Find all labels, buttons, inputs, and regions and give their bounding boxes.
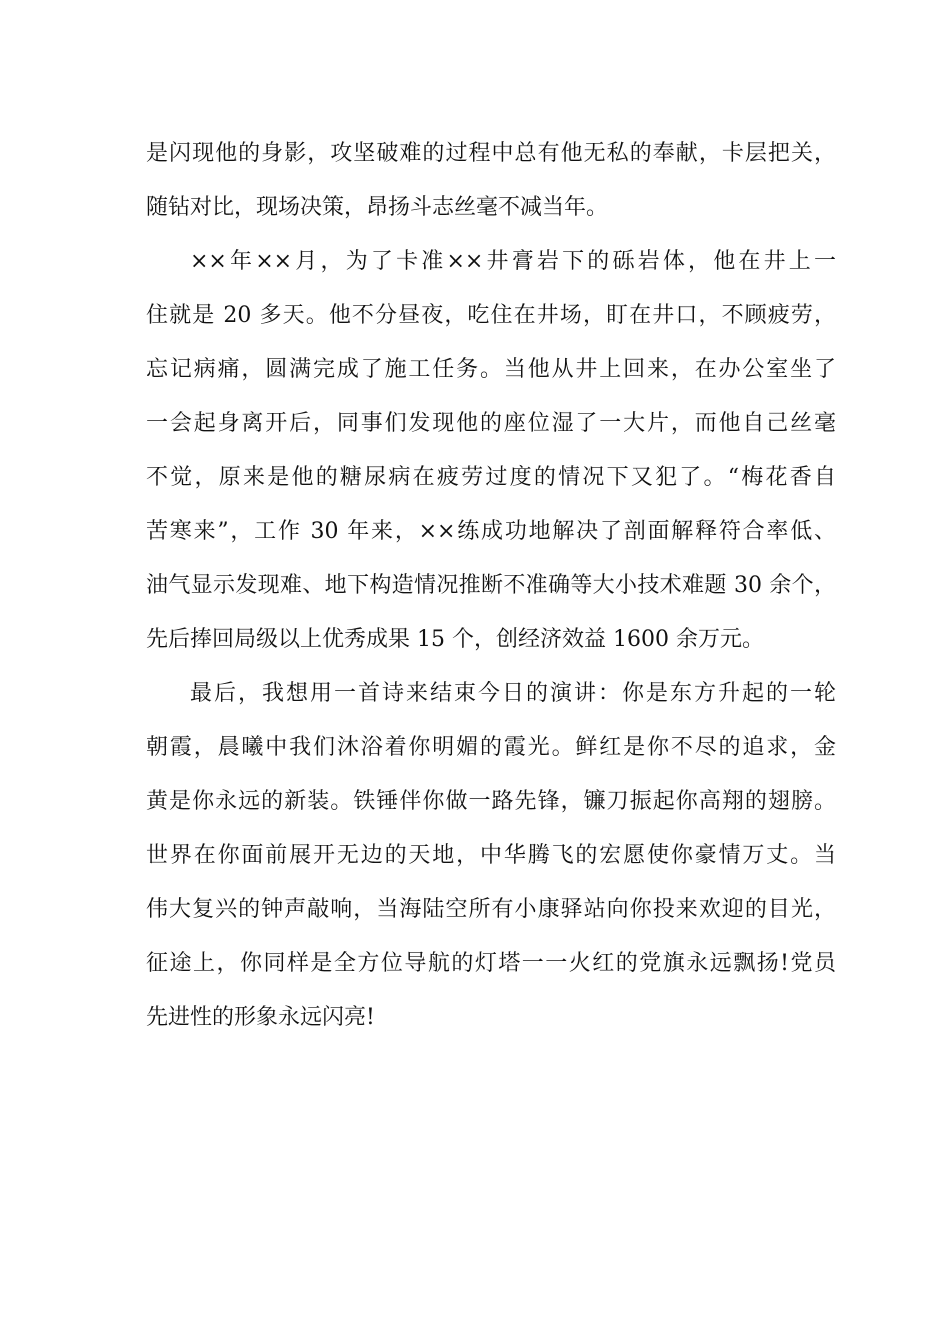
text-line: 苦寒来”，工作 30 年来，××练成功地解决了剖面解释符合率低、 bbox=[146, 519, 836, 544]
text-line: 伟大复兴的钟声敲响，当海陆空所有小康驿站向你投来欢迎的目光， bbox=[146, 897, 836, 922]
text-line: ××年××月，为了卡准××井膏岩下的砾岩体，他在井上一 bbox=[190, 249, 836, 274]
paragraph bbox=[146, 127, 836, 235]
text-line: 先后捧回局级以上优秀成果 15 个，创经济效益 1600 余万元。 bbox=[146, 627, 764, 652]
text-line: 黄是你永远的新装。铁锤伴你做一路先锋，镰刀振起你高翔的翅膀。 bbox=[146, 789, 836, 814]
paragraph bbox=[146, 667, 836, 1045]
text-line: 朝霞，晨曦中我们沐浴着你明媚的霞光。鲜红是你不尽的追求，金 bbox=[146, 735, 836, 760]
text-line: 一会起身离开后，同事们发现他的座位湿了一大片，而他自己丝毫 bbox=[146, 411, 836, 436]
text-line: 世界在你面前展开无边的天地，中华腾飞的宏愿使你豪情万丈。当 bbox=[146, 843, 836, 868]
text-line: 征途上，你同样是全方位导航的灯塔一一火红的党旗永远飘扬!党员 bbox=[146, 951, 836, 976]
paragraph bbox=[146, 235, 836, 667]
document-body bbox=[146, 127, 836, 1045]
text-line: 不觉，原来是他的糖尿病在疲劳过度的情况下又犯了。“梅花香自 bbox=[146, 465, 836, 490]
text-line: 住就是 20 多天。他不分昼夜，吃住在井场，盯在井口，不顾疲劳， bbox=[146, 303, 836, 328]
text-line: 最后，我想用一首诗来结束今日的演讲：你是东方升起的一轮 bbox=[190, 681, 836, 706]
text-line: 是闪现他的身影，攻坚破难的过程中总有他无私的奉献，卡层把关， bbox=[146, 141, 836, 166]
text-line: 先进性的形象永远闪亮! bbox=[146, 1005, 375, 1030]
text-line: 忘记病痛，圆满完成了施工任务。当他从井上回来，在办公室坐了 bbox=[146, 357, 836, 382]
text-line: 油气显示发现难、地下构造情况推断不准确等大小技术难题 30 余个， bbox=[146, 573, 836, 598]
text-line: 随钻对比，现场决策，昂扬斗志丝毫不减当年。 bbox=[146, 195, 609, 220]
